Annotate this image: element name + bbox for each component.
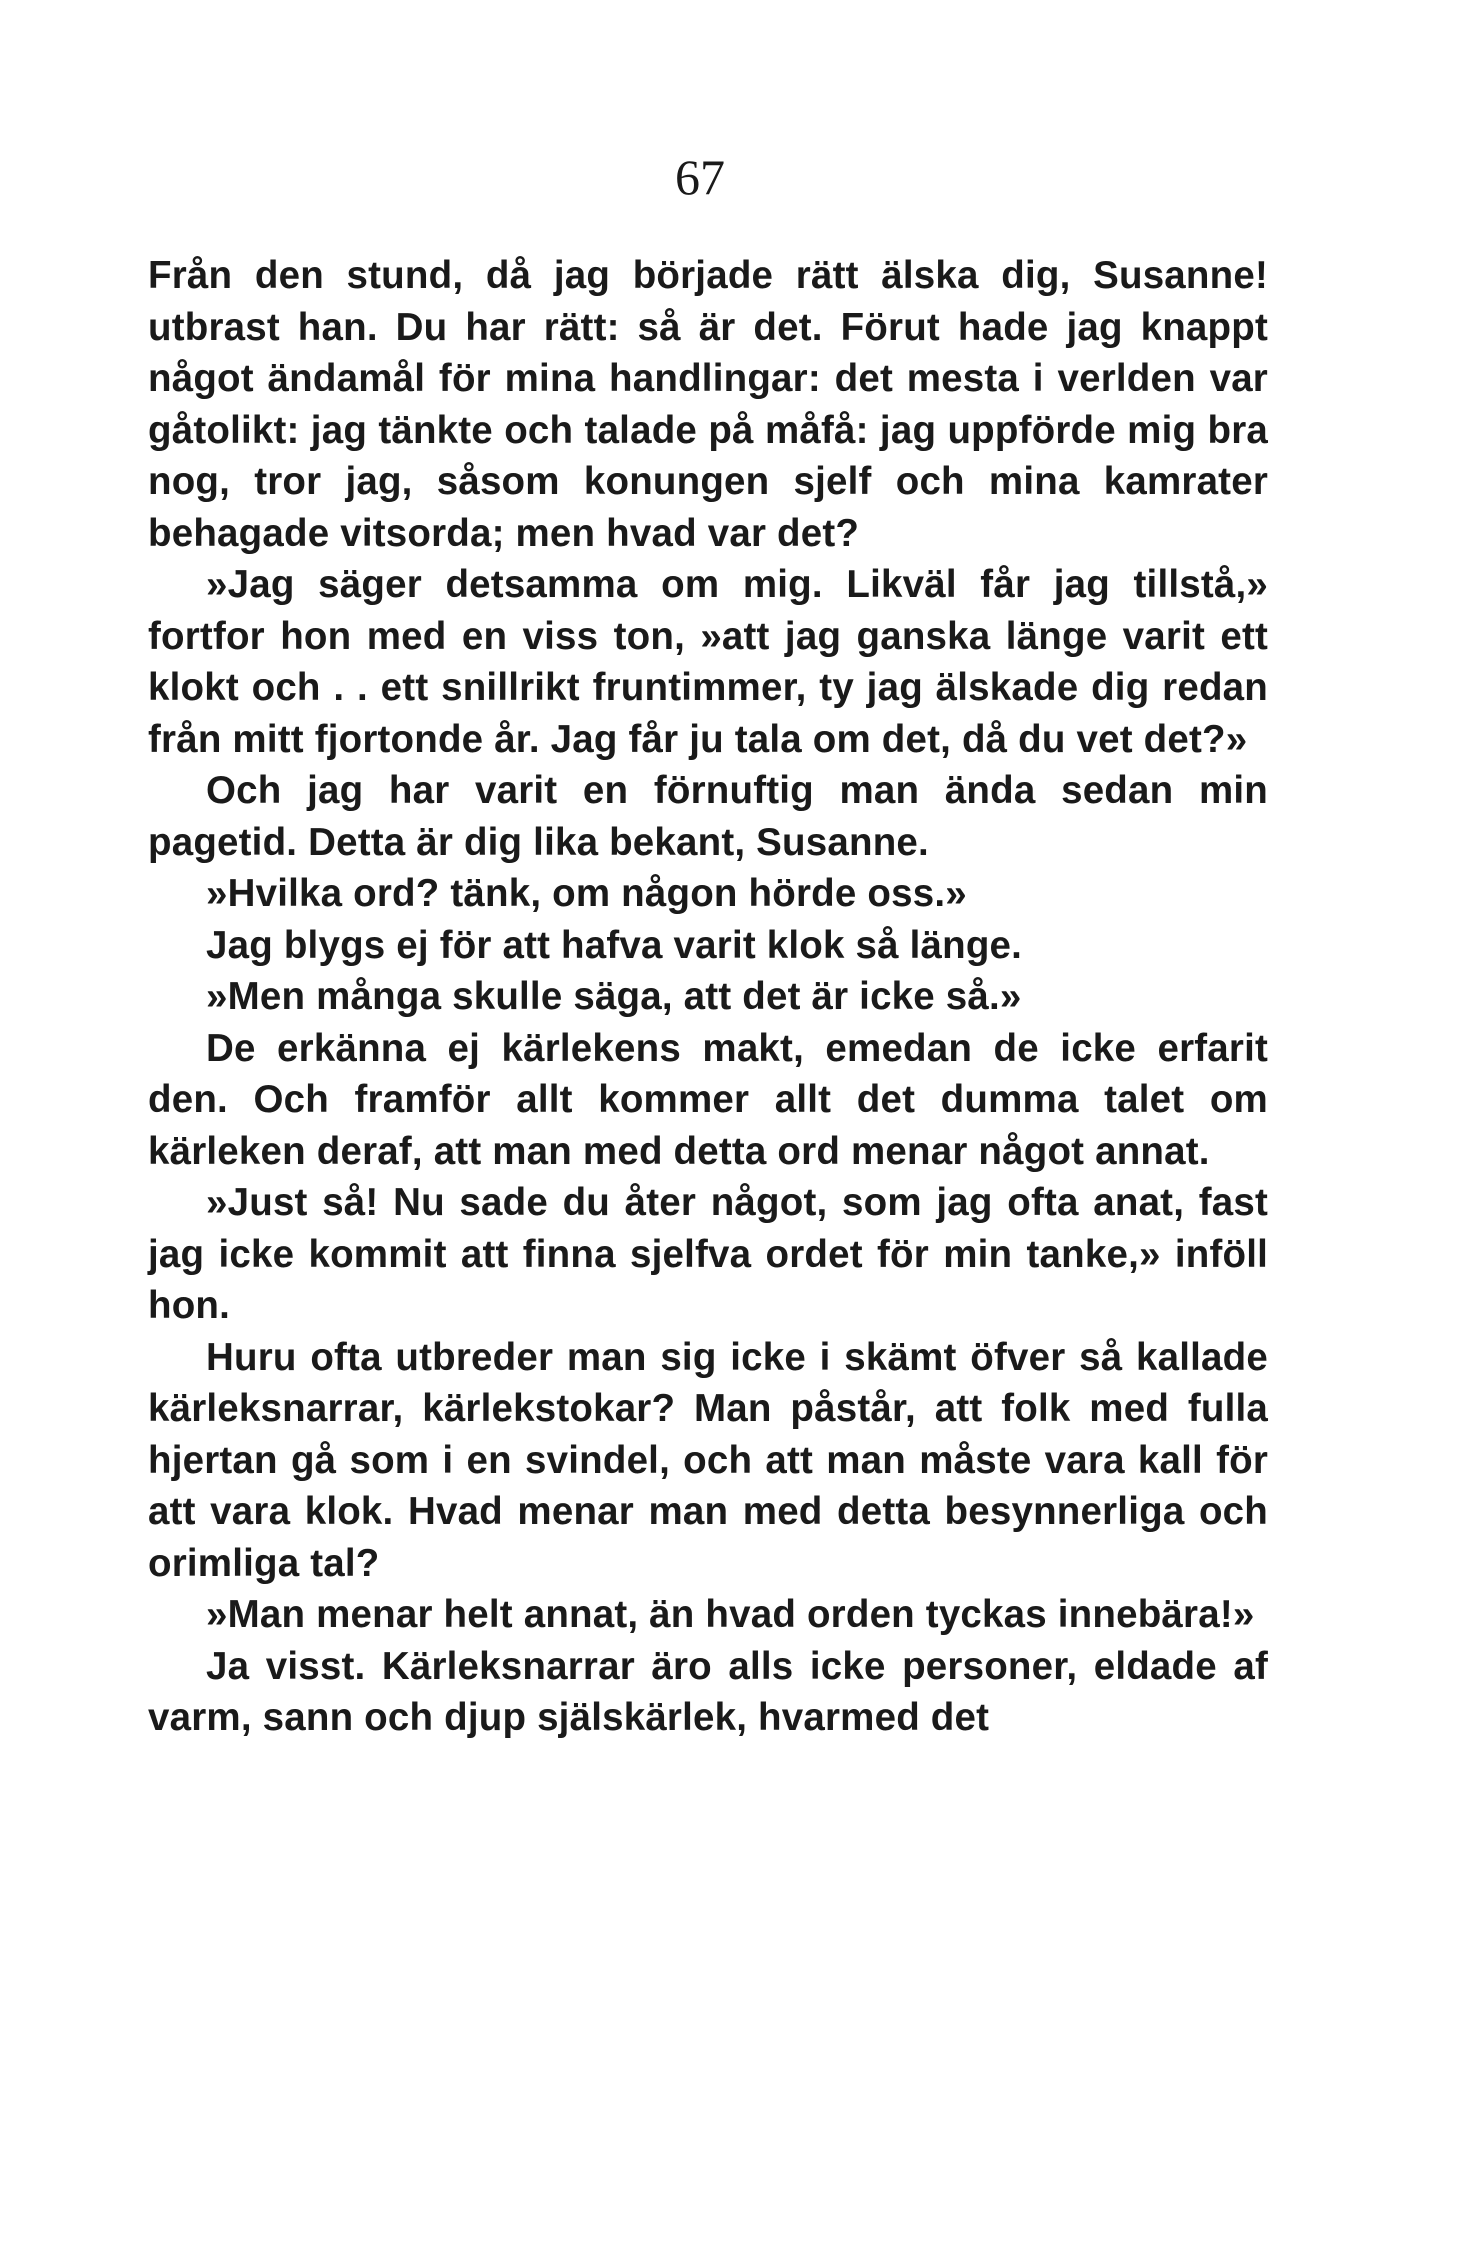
paragraph: »Men många skulle säga, att det är icke så.» — [206, 975, 1022, 1018]
paragraph: Och jag har varit en förnuftig man ända sedan min pagetid. Detta är dig lika bekant, Susanne. — [148, 769, 1268, 864]
paragraph: Huru ofta utbreder man sig icke i skämt öfver så kallade kärleksnarrar, kärlekstokar? Man påstår, att folk med fulla hjertan gå som i en svindel, och att man måste vara kall för att vara klok. Hvad menar man med detta besynnerliga och orimliga tal? — [148, 1335, 1268, 1585]
page-number: 67 — [675, 149, 725, 205]
paragraph: »Just så! Nu sade du åter något, som jag ofta anat, fast jag icke kommit att finna sjelfva ordet för min tanke,» inföll hon. — [148, 1181, 1268, 1327]
paragraph: »Man menar helt annat, än hvad orden tyckas innebära!» — [206, 1593, 1255, 1636]
paragraph: »Hvilka ord? tänk, om någon hörde oss.» — [206, 872, 967, 915]
paragraph: »Jag säger detsamma om mig. Likväl får jag tillstå,» fortfor hon med en viss ton, »att jag ganska länge varit ett klokt och . . ett snillrikt fruntimmer, ty jag älskade dig redan från mitt fjortonde år. Jag får ju tala om det, då du vet det?» — [148, 563, 1268, 761]
paragraph: Jag blygs ej för att hafva varit klok så länge. — [206, 923, 1023, 967]
paragraph: Från den stund, då jag började rätt älska dig, Susanne! utbrast han. Du har rätt: så är det. Förut hade jag knappt något ändamål för mina handlingar: det mesta i verlden var gåtolikt: jag tänkte och talade på måfå: jag uppförde mig bra nog, tror jag, såsom konungen sjelf och mina kamrater behagade vitsorda; men hvad var det? — [148, 254, 1268, 555]
paragraph: Ja visst. Kärleksnarrar äro alls icke personer, eldade af varm, sann och djup själskärlek, hvarmed det — [148, 1644, 1268, 1739]
paragraph: De erkänna ej kärlekens makt, emedan de icke erfarit den. Och framför allt kommer allt det dumma talet om kärleken deraf, att man med detta ord menar något annat. — [148, 1026, 1268, 1173]
body-text — [148, 250, 1268, 1744]
